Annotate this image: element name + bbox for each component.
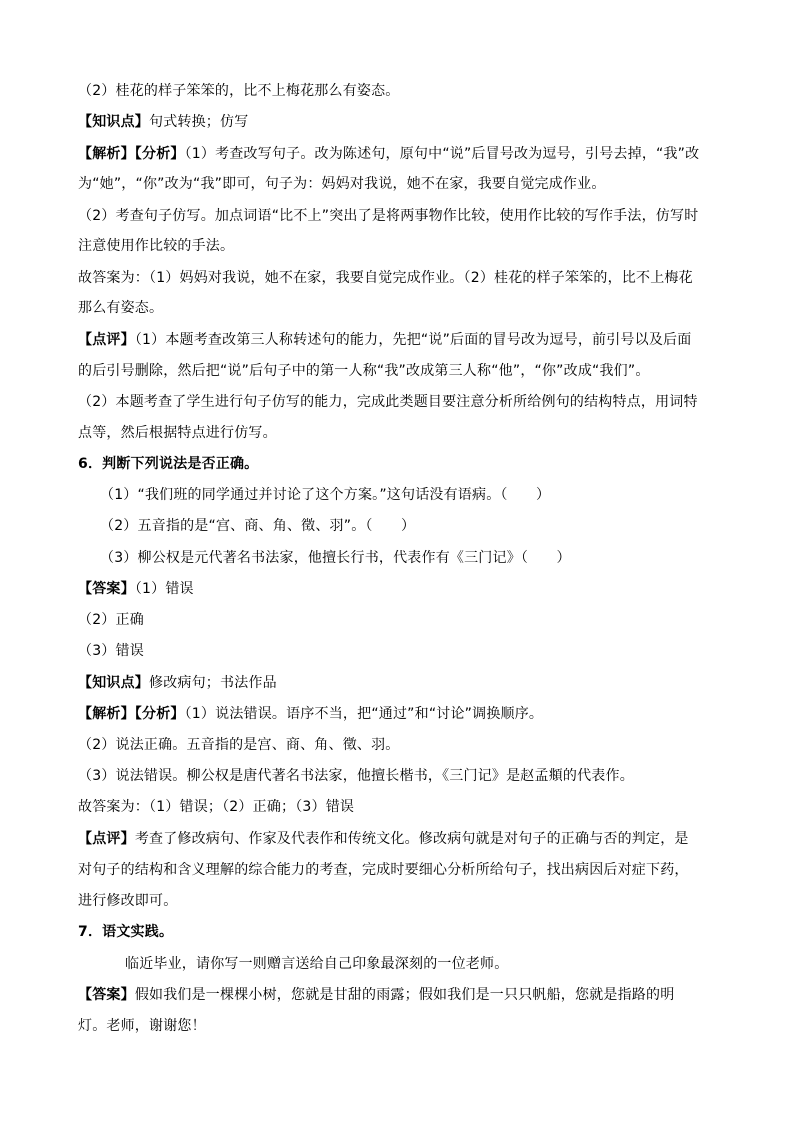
answer-line: 【答案】假如我们是一棵棵小树，您就是甘甜的雨露；假如我们是一只只帆船，您就是指路的明	[78, 987, 675, 1003]
knowledge-point-line: 【知识点】修改病句；书法作品	[78, 675, 277, 691]
label-answer: 【答案】	[78, 987, 135, 1003]
answer-summary-line: 故答案为：（1）妈妈对我说，她不在家，我要自觉完成作业。（2）桂花的样子笨笨的，比不上梅花	[78, 270, 693, 286]
question-prompt: 临近毕业，请你写一则赠言送给自己印象最深刻的一位老师。	[125, 956, 509, 972]
analysis-line: 【解析】【分析】（1）考查改写句子。改为陈述句，原句中“说”后冒号改为逗号，引号去掉，“我”改	[78, 146, 700, 162]
comment-line: （2）本题考查了学生进行句子仿写的能力，完成此类题目要注意分析所给例句的结构特点，用词特	[78, 394, 698, 410]
answer-summary-line: 那么有姿态。	[78, 300, 164, 316]
answer-line: 灯。老师，谢谢您！	[78, 1018, 206, 1034]
label-knowledge-point: 【知识点】	[78, 675, 149, 691]
analysis-line: （2）说法正确。五音指的是宫、商、角、徵、羽。	[78, 737, 400, 753]
label-analysis: 【解析】【分析】	[78, 706, 185, 722]
answer-line: （2）桂花的样子笨笨的，比不上梅花那么有姿态。	[78, 83, 400, 99]
answer-line: （2）正确	[78, 612, 144, 628]
analysis-line: 【解析】【分析】（1）说法错误。语序不当，把“通过”和“讨论”调换顺序。	[78, 706, 544, 722]
knowledge-point-line: 【知识点】句式转换；仿写	[78, 114, 249, 130]
comment-line: 【点评】（1）本题考查改第三人称转述句的能力，先把“说”后面的冒号改为逗号，前引号以及后面	[78, 332, 692, 348]
label-knowledge-point: 【知识点】	[78, 114, 149, 130]
label-analysis: 【解析】【分析】	[78, 146, 185, 162]
question-title: 7．语文实践。	[78, 924, 174, 940]
question-item: （2）五音指的是“宫、商、角、徵、羽”。（ ）	[100, 518, 416, 534]
label-comment: 【点评】	[78, 831, 135, 847]
answer-summary-line: 故答案为：（1）错误；（2）正确；（3）错误	[78, 799, 355, 815]
label-comment: 【点评】	[78, 332, 135, 348]
analysis-line: 注意使用作比较的手法。	[78, 238, 235, 254]
comment-line: 对句子的结构和含义理解的综合能力的考查，完成时要细心分析所给句子，找出病因后对症下药，	[78, 862, 689, 878]
answer-line: 【答案】（1）错误	[78, 581, 194, 597]
label-answer: 【答案】	[78, 581, 135, 597]
comment-line: 点等，然后根据特点进行仿写。	[78, 425, 277, 441]
analysis-line: （2）考查句子仿写。加点词语“比不上”突出了是将两事物作比较，使用作比较的写作手法，仿写时	[78, 208, 699, 224]
answer-line: （3）错误	[78, 643, 144, 659]
analysis-line: （3）说法错误。柳公权是唐代著名书法家，他擅长楷书，《三门记》是赵孟頫的代表作。	[78, 768, 634, 784]
question-title: 6．判断下列说法是否正确。	[78, 456, 259, 472]
comment-line: 进行修改即可。	[78, 893, 178, 909]
question-item: （1）“我们班的同学通过并讨论了这个方案。”这句话没有语病。（ ）	[100, 487, 551, 503]
comment-line: 【点评】考查了修改病句、作家及代表作和传统文化。修改病句就是对句子的正确与否的判定，是	[78, 831, 689, 847]
comment-line: 的后引号删除，然后把“说”后句子中的第一人称“我”改成第三人称“他”，“你”改成“我们”。	[78, 363, 650, 379]
question-item: （3）柳公权是元代著名书法家，他擅长行书，代表作有《三门记》（ ）	[100, 550, 571, 566]
analysis-line: 为“她”，“你”改为“我”即可，句子为：妈妈对我说，她不在家，我要自觉完成作业。	[78, 176, 606, 192]
